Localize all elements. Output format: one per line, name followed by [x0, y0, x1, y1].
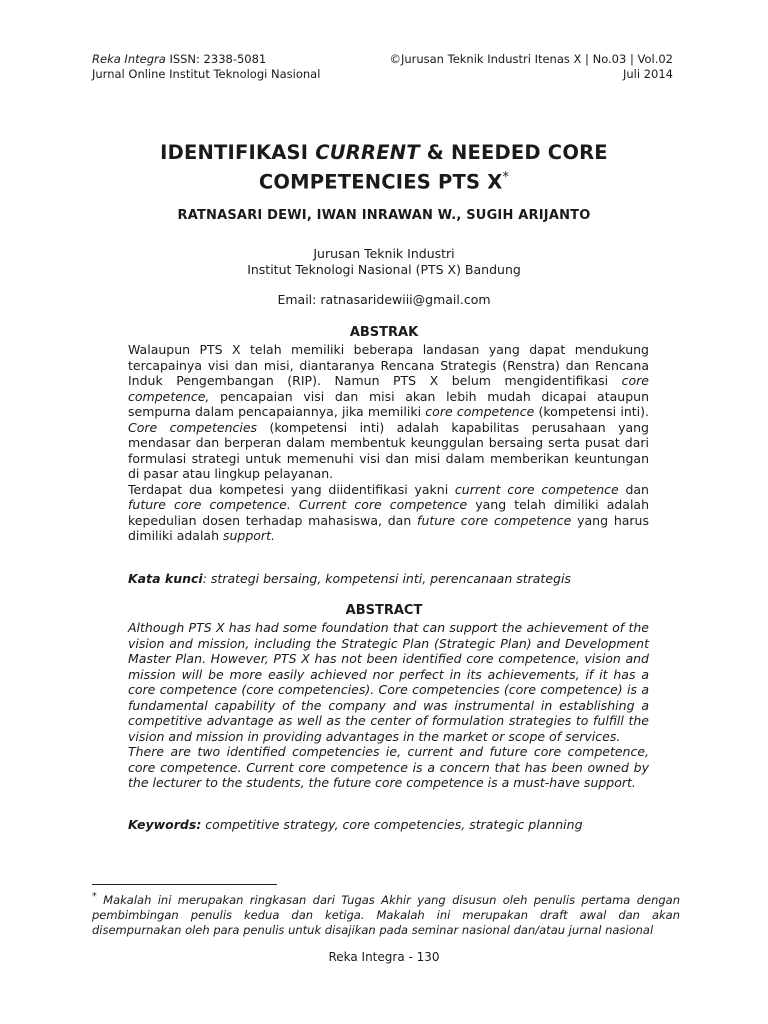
author-list: RATNASARI DEWI, IWAN INRAWAN W., SUGIH ARIJANTO [177, 208, 591, 223]
paper-title: IDENTIFIKASI CURRENT & NEEDED CORE COMPETENCIES PTS X* [160, 141, 608, 194]
abstrak-paragraph-1: Walaupun PTS X telah memiliki beberapa landasan yang dapat mendukung tercapainya visi dan misi, diantaranya Rencana Strategis (Renstra) dan Rencana Induk Pengembangan (RIP). Namun PTS X belum mengidentifikasi core competence, pencapaian visi dan misi akan lebih mudah dicapai ataupun sempurna dalam pencapaiannya, jika memiliki core competence (kompetensi inti). Core competencies (kompetensi inti) adalah kapabilitas perusahaan yang mendasar dan berperan dalam membentuk keunggulan bersaing serta pusat dari formulasi strategi untuk memenuhi visi dan misi dalam memberikan keuntungan di pasar atau lingkup pelayanan. [128, 342, 649, 481]
abstract-paragraph-1: Although PTS X has had some foundation that can support the achievement of the vision and mission, including the Strategic Plan (Strategic Plan) and Development Master Plan. However, PTS X has not been identified core competence, vision and mission will be more easily achieved nor perfect in its achievements, if it has a core competence (core competencies). Core competencies (core competence) is a fundamental capability of the company and was instrumental in establishing a competitive advantage as well as the center of formulation strategies to fulfill the vision and mission in providing advantages in the market or scope of services. [128, 620, 649, 744]
journal-institution: Jurnal Online Institut Teknologi Nasional [92, 67, 321, 81]
kata-kunci-label: Kata kunci [128, 571, 203, 586]
issue-date: Juli 2014 [623, 67, 673, 81]
title-italic-word: CURRENT [315, 141, 420, 164]
issn: ISSN: 2338-5081 [169, 52, 267, 66]
abstrak-paragraph-2: Terdapat dua kompetesi yang diidentifikasi yakni current core competence dan future core competence. Current core competence yang telah dimiliki adalah kepedulian dosen terhadap mahasiswa, dan future core competence yang harus dimiliki adalah support. [128, 481, 649, 543]
footnote-rule [92, 884, 277, 885]
footnote [92, 889, 680, 938]
kata-kunci [128, 571, 649, 586]
affiliation [90, 246, 678, 278]
abstract-paragraph-2: There are two identified competencies ie, current and future core competence, core competence. Current core competence is a concern that has been owned by the lecturer to the students, the future core competence is a must-have support. [128, 744, 649, 790]
keywords-text: competitive strategy, core competencies, strategic planning [201, 817, 583, 832]
title-footnote-mark: * [502, 170, 510, 185]
kata-kunci-text: : strategi bersaing, kompetensi inti, perencanaan strategis [202, 571, 571, 586]
abstract-heading: ABSTRACT [345, 603, 423, 618]
abstrak-heading: ABSTRAK [349, 325, 419, 340]
affiliation-department: Jurusan Teknik Industri [313, 246, 455, 261]
footnote-text: Makalah ini merupakan ringkasan dari Tugas Akhir yang disusun oleh penulis pertama dengan pembimbingan penulis kedua dan ketiga. Makalah ini merupakan draft awal dan akan disempurnakan oleh para penulis untuk disajikan pada seminar nasional dan/atau jurnal nasional [92, 892, 680, 937]
abstrak-body [128, 342, 649, 544]
journal-name: Reka Integra [92, 52, 166, 66]
running-header-right [389, 52, 673, 82]
footnote-mark: * [92, 891, 97, 902]
keywords-label: Keywords: [128, 817, 202, 832]
abstract-body [128, 620, 649, 791]
author-email: Email: ratnasaridewiii@gmail.com [277, 292, 491, 307]
page-footer: Reka Integra - 130 [328, 950, 440, 964]
running-header-left [92, 52, 320, 82]
copyright-line: ©Jurusan Teknik Industri Itenas X | No.03 | Vol.02 [389, 52, 673, 66]
affiliation-institution: Institut Teknologi Nasional (PTS X) Bandung [247, 262, 521, 277]
keywords [128, 817, 649, 832]
